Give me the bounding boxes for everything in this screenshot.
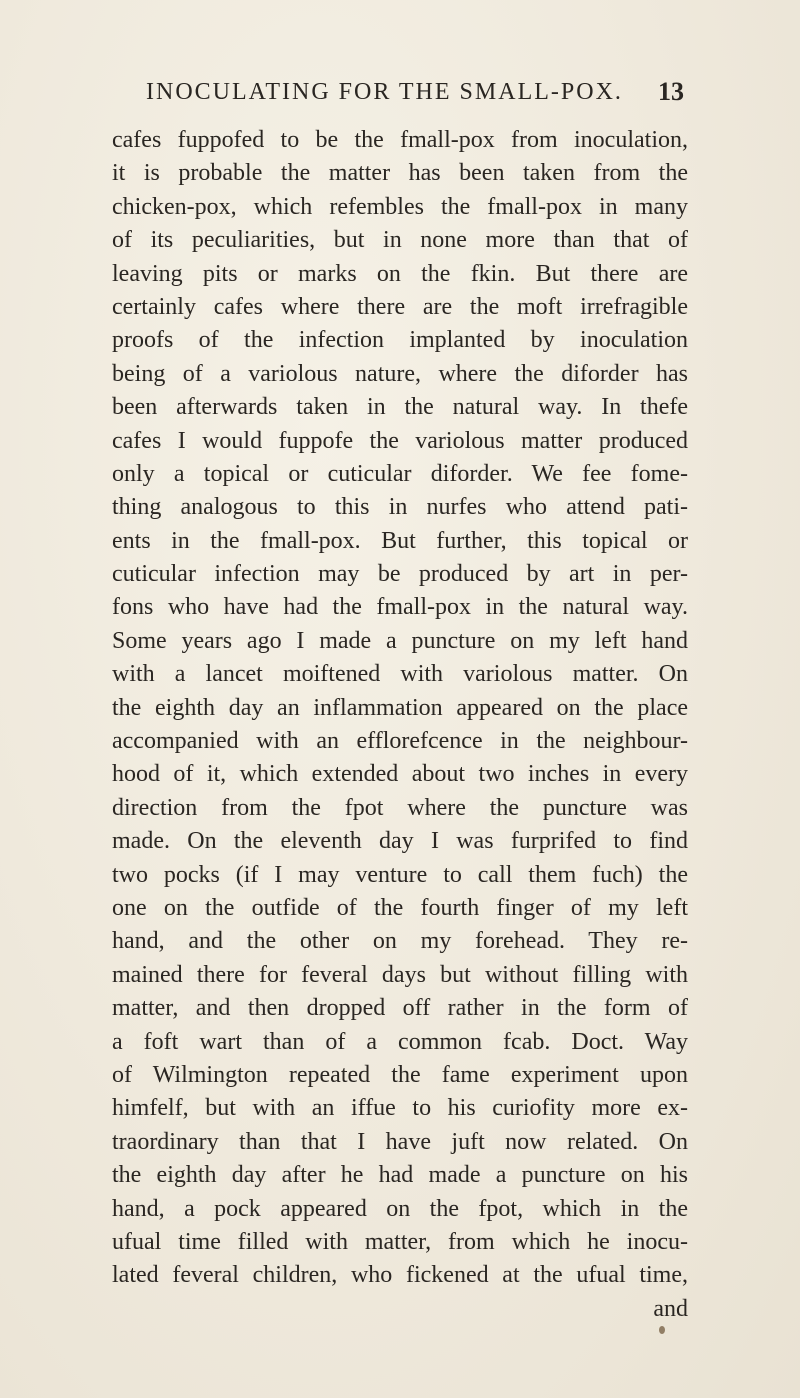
text-line: chicken-pox, which refembles the fmall-pox in many xyxy=(112,193,688,220)
text-line: matter, and then dropped off rather in the form of xyxy=(112,995,688,1022)
text-line: of Wilmington repeated the fame experiment upon xyxy=(112,1061,688,1088)
catchword: and xyxy=(653,1295,688,1322)
text-line: certainly cafes where there are the moft irrefragible xyxy=(112,293,688,320)
text-line: hand, a pock appeared on the fpot, which in the xyxy=(112,1195,688,1222)
text-line: Some years ago I made a puncture on my left hand xyxy=(112,627,688,654)
page-number: 13 xyxy=(658,77,684,106)
text-line: hand, and the other on my forehead. They re- xyxy=(112,928,688,955)
text-line: cafes I would fuppofe the variolous matter produced xyxy=(112,427,688,454)
text-line: mained there for feveral days but without filling with xyxy=(112,961,688,988)
running-head xyxy=(146,74,684,110)
text-line: only a topical or cuticular diforder. We fee fome- xyxy=(112,460,688,487)
text-line: made. On the eleventh day I was furprifed to find xyxy=(112,828,688,855)
running-head-title: INOCULATING FOR THE SMALL-POX. xyxy=(146,79,623,105)
text-line: the eighth day after he had made a puncture on his xyxy=(112,1162,688,1189)
text-line: of its peculiarities, but in none more than that of xyxy=(112,227,688,254)
text-line: cuticular infection may be produced by art in per- xyxy=(112,561,688,588)
text-line: the eighth day an inflammation appeared on the place xyxy=(112,694,688,721)
text-line: lated feveral children, who fickened at the ufual time, xyxy=(112,1262,688,1289)
body-text xyxy=(112,124,688,1326)
text-line: a foft wart than of a common fcab. Doct. Way xyxy=(112,1028,688,1055)
text-line: traordinary than that I have juft now related. On xyxy=(112,1128,688,1155)
text-line: cafes fuppofed to be the fmall-pox from inoculation, xyxy=(112,127,688,153)
text-line: ufual time filled with matter, from which he inocu- xyxy=(112,1228,688,1255)
text-line: with a lancet moiftened with variolous matter. On xyxy=(112,661,688,688)
text-line: fons who have had the fmall-pox in the natural way. xyxy=(112,594,688,621)
text-line: it is probable the matter has been taken from the xyxy=(112,160,688,187)
text-line: been afterwards taken in the natural way. In thefe xyxy=(112,394,688,421)
text-line: being of a variolous nature, where the diforder has xyxy=(112,360,688,387)
text-line: himfelf, but with an iffue to his curiofity more ex- xyxy=(112,1095,688,1122)
ink-blot xyxy=(659,1326,665,1334)
text-line: two pocks (if I may venture to call them fuch) the xyxy=(112,861,688,888)
text-line: one on the outfide of the fourth finger of my left xyxy=(112,894,688,921)
text-line: ents in the fmall-pox. But further, this topical or xyxy=(112,527,688,554)
text-line: thing analogous to this in nurfes who attend pati- xyxy=(112,494,688,521)
text-line: hood of it, which extended about two inches in every xyxy=(112,761,688,788)
text-line: leaving pits or marks on the fkin. But there are xyxy=(112,260,688,287)
text-line: proofs of the infection implanted by inoculation xyxy=(112,327,688,354)
text-line: accompanied with an efflorefcence in the neighbour- xyxy=(112,728,688,755)
text-line: direction from the fpot where the puncture was xyxy=(112,794,688,821)
